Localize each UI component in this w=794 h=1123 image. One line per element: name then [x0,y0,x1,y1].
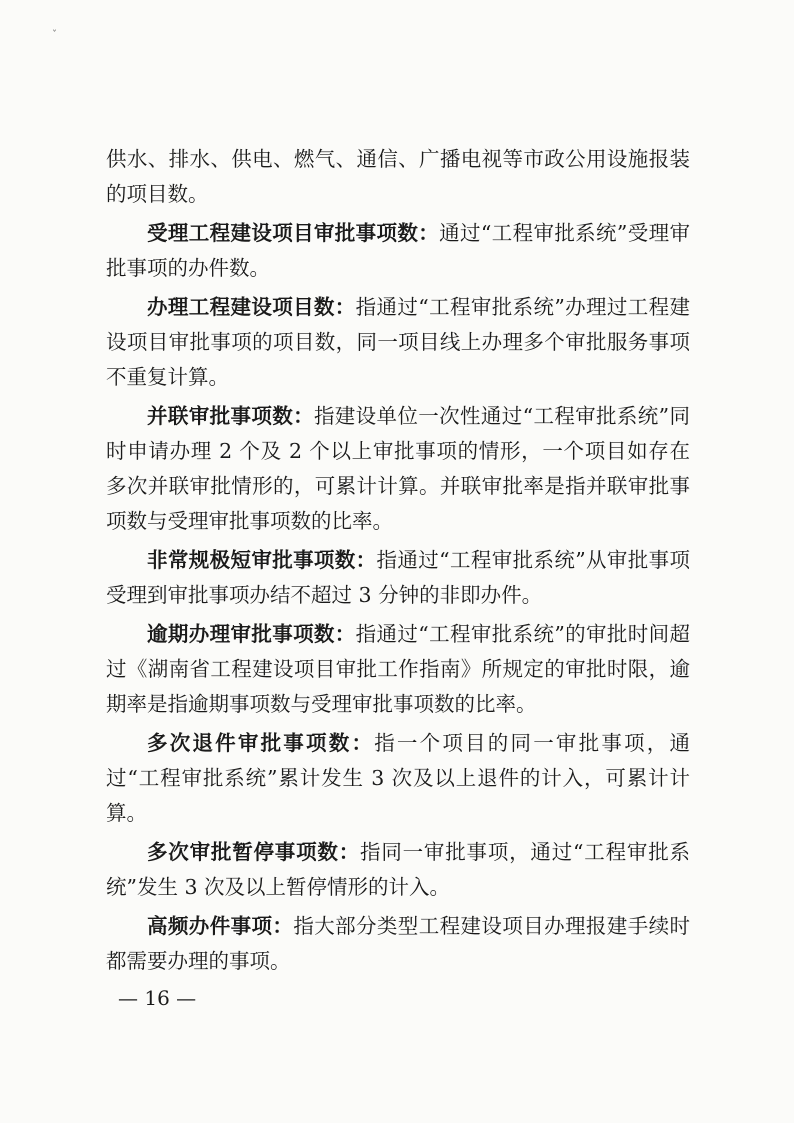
paragraph-parallel-approval [106,399,690,539]
definition-text: 指建设单位一次性通过“工程审批系统”同时申请办理 2 个及 2 个以上审批事项的情形，一个项目如存在多次并联审批情形的，可累计计算。并联审批率是指并联审批事项数与受理审批事项数的比率。 [106,404,690,533]
paragraph-text: 供水、排水、供电、燃气、通信、广播电视等市政公用设施报装的项目数。 [106,147,690,206]
definition-text: 指通过“工程审批系统”办理过工程建设项目审批事项的项目数，同一项目线上办理多个审批服务事项不重复计算。 [106,295,690,389]
definition-term: 多次审批暂停事项数： [147,840,361,864]
paragraph-ultra-short-approval [106,543,690,613]
paragraph-accepted-items [106,216,690,286]
document-body [106,142,690,983]
definition-text: 通过“工程审批系统”受理审批事项的办件数。 [106,221,690,280]
paragraph-utility-connection [106,142,690,212]
definition-text: 指通过“工程审批系统”从审批事项受理到审批事项办结不超过 3 分钟的非即办件。 [106,548,691,607]
definition-text: 指大部分类型工程建设项目办理报建手续时都需要办理的事项。 [106,914,691,973]
definition-text: 指一个项目的同一审批事项，通过“工程审批系统”累计发生 3 次及以上退件的计入，可累计计算。 [106,731,691,825]
scan-speck: ˇ [52,30,57,41]
paragraph-high-frequency-items [106,909,690,979]
paragraph-multiple-returns [106,726,690,831]
paragraph-handled-projects [106,290,690,395]
definition-text: 指通过“工程审批系统”的审批时间超过《湖南省工程建设项目审批工作指南》所规定的审批时限，逾期率是指逾期事项数与受理审批事项数的比率。 [106,622,690,716]
page-number: — 16 — [118,986,197,1010]
paragraph-multiple-suspensions [106,835,690,905]
definition-term: 逾期办理审批事项数： [147,622,356,646]
definition-term: 受理工程建设项目审批事项数： [147,221,440,245]
paragraph-overdue-approval [106,617,690,722]
definition-term: 非常规极短审批事项数： [147,548,377,572]
definition-term: 多次退件审批事项数： [147,731,375,755]
definition-term: 高频办件事项： [147,914,294,938]
definition-text: 指同一审批事项，通过“工程审批系统”发生 3 次及以上暂停情形的计入。 [106,840,691,899]
definition-term: 办理工程建设项目数： [147,295,356,319]
definition-term: 并联审批事项数： [147,404,314,428]
